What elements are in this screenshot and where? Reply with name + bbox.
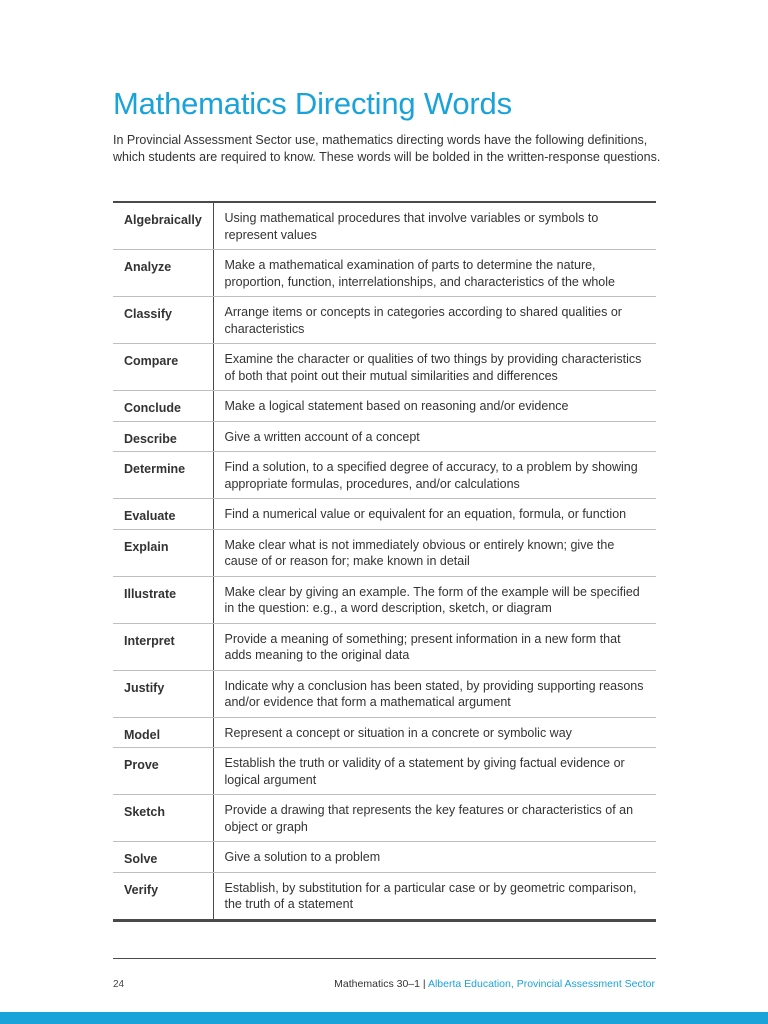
intro-paragraph: In Provincial Assessment Sector use, mathematics directing words have the following definitions, which students are required to know. These words will be bolded in the written-response questions. [113,133,661,164]
term-cell: Classify [113,297,213,344]
page-title: Mathematics Directing Words [113,86,512,121]
term-cell: Verify [113,872,213,920]
footer-organization: Alberta Education, Provincial Assessment Sector [427,978,655,990]
table-row [113,297,656,344]
directing-words-table-body [113,202,656,920]
table-row [113,623,656,670]
definition-cell: Provide a meaning of something; present information in a new form that adds meaning to the original data [213,623,656,670]
definition-cell: Establish, by substitution for a particular case or by geometric comparison, the truth of a statement [224,880,637,911]
table-row [113,576,656,623]
bottom-accent-bar [0,1012,768,1024]
footer-source [334,978,655,990]
term-cell: Model [113,717,213,748]
term-cell: Compare [113,344,213,391]
term-cell: Algebraically [113,202,213,250]
definition-cell: Make clear by giving an example. The form of the example will be specified in the question: e.g., a word description, sketch, or diagram [213,576,656,623]
term-cell: Evaluate [113,499,213,530]
term-cell: Illustrate [113,576,213,623]
definition-cell: Make clear what is not immediately obvious or entirely known; give the cause of or reason for; make known in detail [213,529,656,576]
definition-cell: Indicate why a conclusion has been stated, by providing supporting reasons and/or evidence that form a mathematical argument [213,670,656,717]
table-row [113,748,656,795]
table-row [113,842,656,873]
term-cell: Describe [113,421,213,452]
term-cell: Conclude [113,391,213,422]
table-row [113,795,656,842]
term-cell: Sketch [113,795,213,842]
definition-cell: Make a logical statement based on reasoning and/or evidence [213,391,656,422]
term-cell: Analyze [113,250,213,297]
directing-words-table [113,201,656,922]
table-row [113,452,656,499]
definition-cell: Represent a concept or situation in a concrete or symbolic way [213,717,656,748]
table-row [113,202,656,250]
footer-divider [113,958,656,959]
definition-cell: Establish the truth or validity of a statement by giving factual evidence or logical argument [213,748,656,795]
table-row [113,529,656,576]
definition-cell: Provide a drawing that represents the key features or characteristics of an object or graph [213,795,656,842]
table-row [113,250,656,297]
table-row [113,391,656,422]
table-row [113,344,656,391]
definition-cell: Find a numerical value or equivalent for an equation, formula, or function [213,499,656,530]
footer-course: Mathematics 30–1 [334,978,420,990]
definition-cell: Give a solution to a problem [213,842,656,873]
definition-cell: Examine the character or qualities of two things by providing characteristics of both that point out their mutual similarities and differences [213,344,656,391]
definition-cell: Find a solution, to a specified degree of accuracy, to a problem by showing appropriate formulas, procedures, and/or calculations [213,452,656,499]
table-row [113,670,656,717]
page-number: 24 [113,979,125,990]
definition-cell: Give a written account of a concept [213,421,656,452]
table-row [113,717,656,748]
table-row [113,872,656,920]
term-cell: Prove [113,748,213,795]
term-cell: Explain [113,529,213,576]
table-row [113,499,656,530]
footer-separator: | [422,978,426,990]
table-row [113,421,656,452]
term-cell: Interpret [113,623,213,670]
term-cell: Determine [113,452,213,499]
definition-cell: Arrange items or concepts in categories according to shared qualities or characteristics [213,297,656,344]
term-cell: Justify [113,670,213,717]
definition-cell: Make a mathematical examination of parts to determine the nature, proportion, function, interrelationships, and characteristics of the whole [213,250,656,297]
term-cell: Solve [113,842,213,873]
definition-cell: Using mathematical procedures that involve variables or symbols to represent values [213,202,656,250]
